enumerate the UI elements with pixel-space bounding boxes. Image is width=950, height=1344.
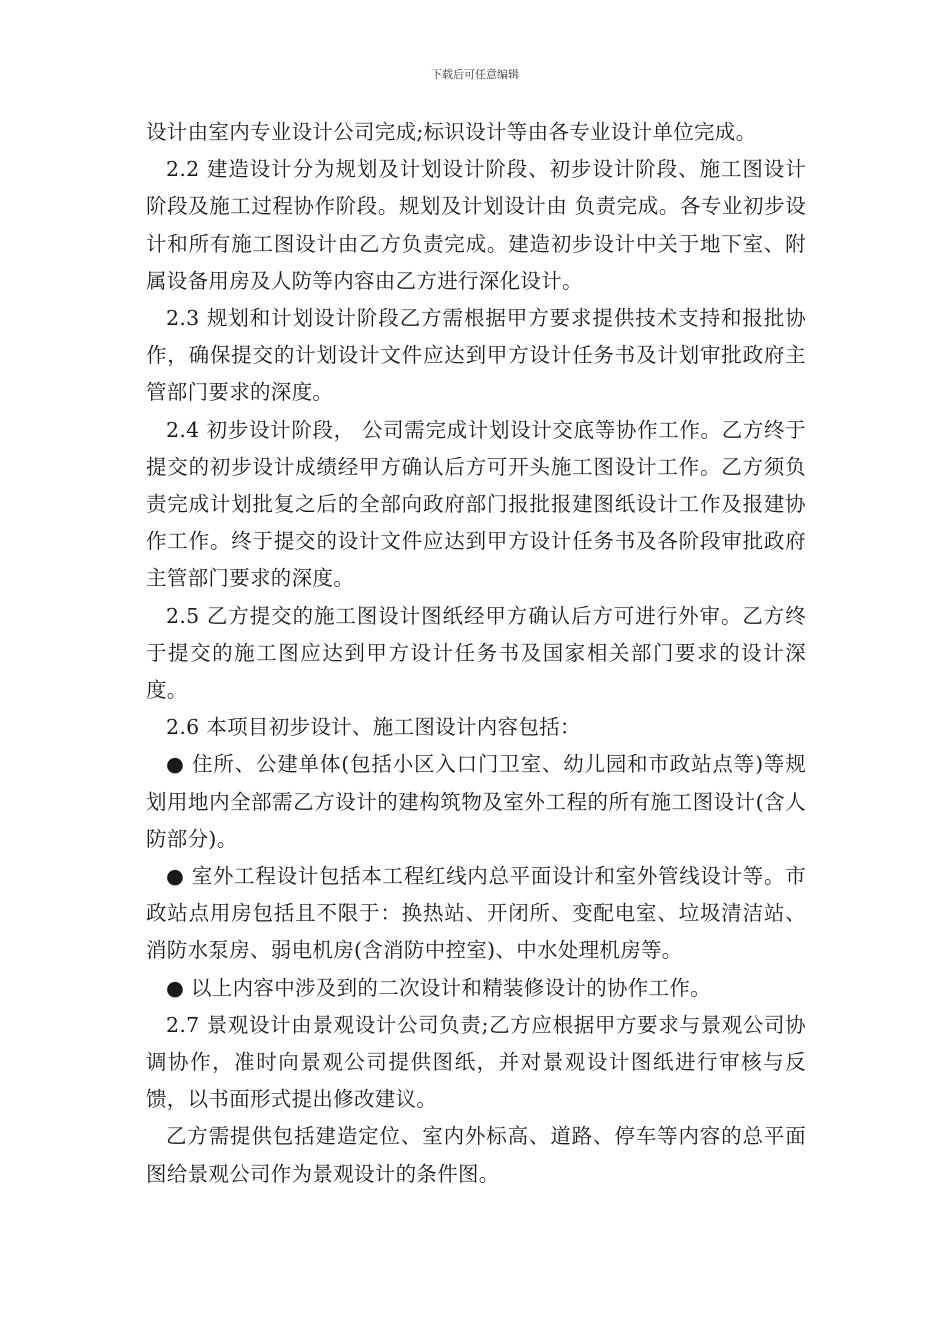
paragraph-2-4: 2.4 初步设计阶段， 公司需完成计划设计交底等协作工作。乙方终于提交的初步设计成绩经甲方确认后方可开头施工图设计工作。乙方须负责完成计划批复之后的全部向政府部门报批报建图纸设计工作及报建协作工作。终于提交的设计文件应达到甲方设计任务书及各阶段审批政府主管部门要求的深度。	[146, 417, 806, 591]
document-body	[146, 114, 806, 1193]
bullet-item-2: ● 室外工程设计包括本工程红线内总平面设计和室外管线设计等。市政站点用房包括且不限于：换热站、开闭所、变配电室、垃圾清洁站、消防水泵房、弱电机房(含消防中控室)、中水处理机房等。	[146, 864, 806, 963]
paragraph-continuation: 设计由室内专业设计公司完成;标识设计等由各专业设计单位完成。	[146, 120, 757, 144]
page-header: 下载后可任意编辑	[431, 68, 519, 81]
paragraph-2-6: 2.6 本项目初步设计、施工图设计内容包括：	[166, 715, 581, 740]
bullet-item-3: ● 以上内容中涉及到的二次设计和精装修设计的协作工作。	[166, 975, 712, 1000]
paragraph-2-2: 2.2 建造设计分为规划及计划设计阶段、初步设计阶段、施工图设计阶段及施工过程协作阶段。规划及计划设计由 负责完成。各专业初步设计和所有施工图设计由乙方负责完成。建造初步设计中关于地下室、附属设备用房及人防等内容由乙方进行深化设计。	[146, 157, 806, 293]
bullet-item-1: ● 住所、公建单体(包括小区入口门卫室、幼儿园和市政站点等)等规划用地内全部需乙方设计的建构筑物及室外工程的所有施工图设计(含人防部分)。	[146, 752, 806, 851]
paragraph-2-7-continued: 乙方需提供包括建造定位、室内外标高、道路、停车等内容的总平面图给景观公司作为景观设计的条件图。	[146, 1124, 806, 1186]
paragraph-2-3: 2.3 规划和计划设计阶段乙方需根据甲方要求提供技术支持和报批协作，确保提交的计划设计文件应达到甲方设计任务书及计划审批政府主管部门要求的深度。	[146, 306, 806, 405]
paragraph-2-5: 2.5 乙方提交的施工图设计图纸经甲方确认后方可进行外审。乙方终于提交的施工图应达到甲方设计任务书及国家相关部门要求的设计深度。	[146, 603, 806, 703]
paragraph-2-7: 2.7 景观设计由景观设计公司负责;乙方应根据甲方要求与景观公司协调协作，准时向景观公司提供图纸，并对景观设计图纸进行审核与反馈，以书面形式提出修改建议。	[146, 1012, 806, 1112]
